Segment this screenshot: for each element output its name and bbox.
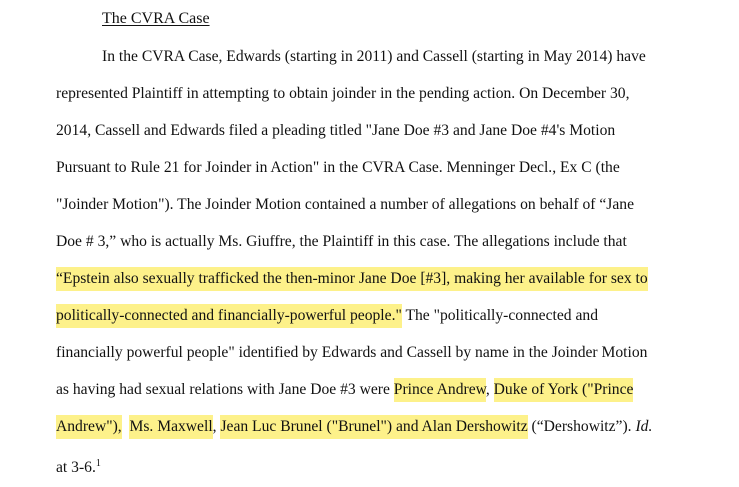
line-10-prefix: as having had sexual relations with Jane Doe #3 were xyxy=(56,381,394,398)
line-2-text: represented Plaintiff in attempting to obtain joinder in the pending action. On December 30, xyxy=(56,85,630,102)
highlighted-quote-part-2: politically-connected and financially-powerful people." xyxy=(56,304,402,328)
line-10-separator: , xyxy=(485,381,494,398)
line-8-rest: The "politically-connected and xyxy=(401,307,598,324)
paragraph-line-5 xyxy=(56,193,634,217)
highlighted-name-duke-of-york: Duke of York ("Prince xyxy=(494,378,634,402)
footnote-marker[interactable]: 1 xyxy=(95,458,101,469)
citation-id: Id. xyxy=(635,418,653,435)
paragraph-line-9 xyxy=(56,341,647,365)
highlighted-name-maxwell: Ms. Maxwell xyxy=(129,415,212,439)
paragraph-line-6 xyxy=(56,230,627,254)
paragraph-line-2 xyxy=(56,82,630,106)
paragraph-line-4 xyxy=(56,156,620,180)
line-12-text: at 3-6. xyxy=(56,459,96,476)
section-heading: The CVRA Case xyxy=(102,10,210,27)
highlighted-name-brunel-dershowitz: Jean Luc Brunel ("Brunel") and Alan Dershowitz xyxy=(220,415,527,439)
paragraph-line-7 xyxy=(56,267,648,291)
line-3-text: 2014, Cassell and Edwards filed a pleading titled "Jane Doe #3 and Jane Doe #4's Motion xyxy=(56,122,616,139)
line-5-text: "Joinder Motion"). The Joinder Motion contained a number of allegations on behalf of “Jane xyxy=(56,196,635,213)
line-1-text: In the CVRA Case, Edwards (starting in 2011) and Cassell (starting in May 2014) have xyxy=(102,48,646,65)
paragraph-line-11 xyxy=(56,415,652,439)
line-11-separator: , xyxy=(212,418,221,435)
highlighted-name-prince-andrew: Prince Andrew xyxy=(394,378,486,402)
line-11-suffix: (“Dershowitz”). xyxy=(527,418,636,435)
paragraph-line-3 xyxy=(56,119,615,143)
line-6-text: Doe # 3,” who is actually Ms. Giuffre, the Plaintiff in this case. The allegations include that xyxy=(56,233,627,250)
line-9-text: financially powerful people" identified by Edwards and Cassell by name in the Joinder Motion xyxy=(56,344,648,361)
paragraph-line-1 xyxy=(102,45,646,69)
highlighted-quote-part-1: “Epstein also sexually trafficked the then-minor Jane Doe [#3], making her available for sex to xyxy=(56,267,648,291)
line-4-text: Pursuant to Rule 21 for Joinder in Action" in the CVRA Case. Menninger Decl., Ex C (the xyxy=(56,159,620,176)
paragraph-line-10 xyxy=(56,378,633,402)
paragraph-line-12 xyxy=(56,452,101,480)
paragraph-line-8 xyxy=(56,304,598,328)
highlighted-name-andrew-close: Andrew"), xyxy=(56,415,122,439)
